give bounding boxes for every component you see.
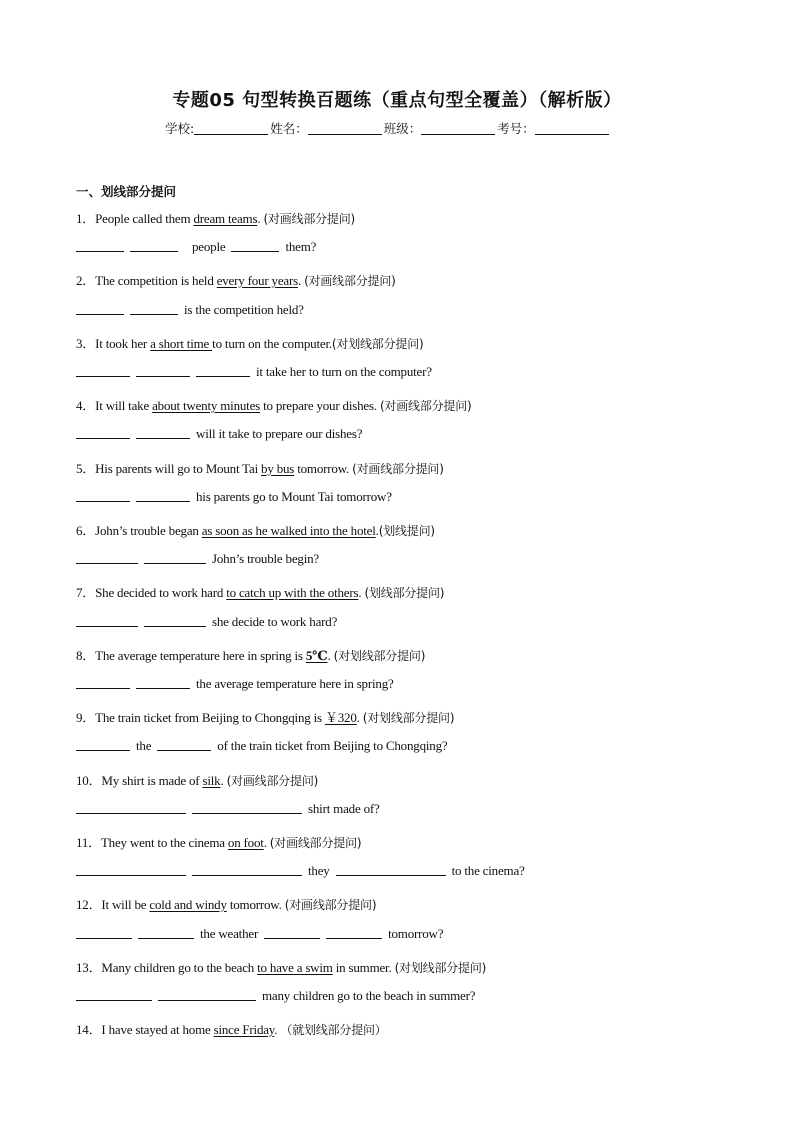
answer-blank[interactable] xyxy=(76,863,186,876)
question-number: 11． xyxy=(76,835,101,850)
instruction-note: (对画线部分提问) xyxy=(284,898,377,912)
answer-text: many children go to the beach in summer? xyxy=(262,988,476,1003)
question-text: The average temperature here in spring is xyxy=(95,648,306,663)
instruction-note: (对画线部分提问) xyxy=(304,274,396,288)
instruction-note: (对划线部分提问) xyxy=(394,961,487,975)
answer-blank[interactable] xyxy=(196,364,250,377)
answer-blank[interactable] xyxy=(231,239,279,252)
answer-blank[interactable] xyxy=(264,926,320,939)
question-text-end: . xyxy=(358,585,365,600)
answer-blank[interactable] xyxy=(144,614,206,627)
question-text-end: tomorrow. xyxy=(226,897,285,912)
question-number: 3． xyxy=(76,336,96,351)
underlined-part: a short time xyxy=(150,336,213,351)
question-text: I have stayed at home xyxy=(101,1022,214,1037)
answer-text: is the competition held? xyxy=(184,302,304,317)
answer-9 xyxy=(76,738,447,754)
answer-blank[interactable] xyxy=(76,551,138,564)
answer-11 xyxy=(76,863,525,879)
question-text: It took her xyxy=(95,336,151,351)
answer-1 xyxy=(76,239,316,255)
answer-text: will it take to prepare our dishes? xyxy=(196,426,363,441)
page-title: 专题05 句型转换百题练（重点句型全覆盖）（解析版） xyxy=(172,90,622,111)
answer-blank[interactable] xyxy=(136,364,190,377)
question-text-end: . xyxy=(356,710,363,725)
answer-text: his parents go to Mount Tai tomorrow? xyxy=(196,489,392,504)
answer-blank[interactable] xyxy=(130,302,178,315)
answer-blank[interactable] xyxy=(76,988,152,1001)
answer-blank[interactable] xyxy=(76,676,130,689)
exam-no-label: 考号： xyxy=(497,121,535,136)
underlined-part: every four years xyxy=(216,273,298,288)
answer-blank[interactable] xyxy=(76,738,130,751)
question-12 xyxy=(76,894,376,913)
underlined-part: dream teams xyxy=(193,211,258,226)
instruction-note: (对画线部分提问) xyxy=(352,462,444,476)
answer-blank[interactable] xyxy=(76,489,130,502)
question-text-end: . xyxy=(327,648,334,663)
question-text: She decided to work hard xyxy=(95,585,227,600)
question-text: John’s trouble began xyxy=(95,523,202,538)
question-1 xyxy=(76,208,355,227)
question-number: 14． xyxy=(76,1022,102,1037)
name-label: 姓名： xyxy=(270,121,308,136)
question-text-end: . xyxy=(375,523,379,538)
name-blank[interactable] xyxy=(308,122,382,135)
answer-text: the weather xyxy=(200,926,259,941)
question-number: 7． xyxy=(76,585,96,600)
section-title: 一、划线部分提问 xyxy=(76,184,177,199)
question-text-end: . xyxy=(257,211,264,226)
answer-blank[interactable] xyxy=(136,489,190,502)
underlined-part: to catch up with the others xyxy=(226,585,359,600)
instruction-note: (对画线部分提问) xyxy=(379,399,472,413)
answer-3 xyxy=(76,364,432,380)
answer-text: she decide to work hard? xyxy=(212,614,338,629)
exam-no-blank[interactable] xyxy=(535,122,609,135)
answer-text: them? xyxy=(285,239,317,254)
answer-blank[interactable] xyxy=(76,926,132,939)
question-text-end: in summer. xyxy=(332,960,395,975)
answer-7 xyxy=(76,614,337,630)
answer-blank[interactable] xyxy=(336,863,446,876)
class-blank[interactable] xyxy=(421,122,495,135)
underlined-part: ￥320 xyxy=(324,710,357,725)
answer-13 xyxy=(76,988,475,1004)
answer-text: tomorrow? xyxy=(388,926,444,941)
underlined-part: to have a swim xyxy=(257,960,333,975)
instruction-note: (对划线部分提问) xyxy=(362,711,455,725)
underlined-part: since Friday xyxy=(213,1022,275,1037)
instruction-note: (划线部分提问) xyxy=(364,586,445,600)
school-label: 学校: xyxy=(165,121,195,136)
answer-text: people xyxy=(192,239,226,254)
question-number: 9． xyxy=(76,710,96,725)
question-8 xyxy=(76,645,425,664)
underlined-part: on foot xyxy=(227,835,264,850)
answer-blank[interactable] xyxy=(138,926,194,939)
answer-blank[interactable] xyxy=(192,863,302,876)
instruction-note: (划线提问) xyxy=(378,524,435,538)
question-6 xyxy=(76,520,435,539)
answer-blank[interactable] xyxy=(144,551,206,564)
question-text: The competition is held xyxy=(95,273,217,288)
instruction-note: (对画线部分提问) xyxy=(226,774,319,788)
answer-blank[interactable] xyxy=(136,426,190,439)
answer-10 xyxy=(76,801,380,817)
answer-text: shirt made of? xyxy=(308,801,380,816)
class-label: 班级： xyxy=(383,121,422,136)
question-9 xyxy=(76,707,454,726)
instruction-note: (对划线部分提问) xyxy=(331,337,424,351)
answer-blank[interactable] xyxy=(76,614,138,627)
question-number: 6． xyxy=(76,523,96,538)
question-number: 1． xyxy=(76,211,96,226)
question-14 xyxy=(76,1019,387,1038)
question-13 xyxy=(76,957,486,976)
question-number: 10． xyxy=(76,773,102,788)
answer-12 xyxy=(76,926,443,942)
underlined-part: cold and windy xyxy=(149,897,227,912)
answer-blank[interactable] xyxy=(76,801,186,814)
question-text: My shirt is made of xyxy=(101,773,203,788)
question-text: The train ticket from Beijing to Chongqing is xyxy=(95,710,325,725)
underlined-part: by bus xyxy=(261,461,295,476)
answer-blank[interactable] xyxy=(130,239,178,252)
answer-blank[interactable] xyxy=(326,926,382,939)
question-text-end: . xyxy=(297,273,305,288)
answer-blank[interactable] xyxy=(76,364,130,377)
answer-blank[interactable] xyxy=(136,676,190,689)
instruction-note: (对划线部分提问) xyxy=(333,649,426,663)
question-text: They went to the cinema xyxy=(100,835,228,850)
question-4 xyxy=(76,395,472,414)
answer-text: they xyxy=(308,863,330,878)
answer-2 xyxy=(76,302,304,318)
answer-blank[interactable] xyxy=(76,426,130,439)
question-text-end: tomorrow. xyxy=(294,461,353,476)
question-2 xyxy=(76,270,396,289)
question-text: Many children go to the beach xyxy=(101,960,258,975)
answer-text: to the cinema? xyxy=(451,863,525,878)
answer-blank[interactable] xyxy=(192,801,302,814)
question-number: 8． xyxy=(76,648,96,663)
underlined-part: silk xyxy=(202,773,221,788)
question-text-end: . xyxy=(220,773,227,788)
question-5 xyxy=(76,458,444,477)
question-number: 5． xyxy=(76,461,96,476)
question-3 xyxy=(76,333,424,352)
answer-text: it take her to turn on the computer? xyxy=(256,364,432,379)
answer-4 xyxy=(76,426,362,442)
instruction-note: (对画线部分提问) xyxy=(269,836,362,850)
answer-text: the average temperature here in spring? xyxy=(196,676,394,691)
question-number: 4． xyxy=(76,398,96,413)
underlined-part: 5℃ xyxy=(305,648,328,663)
question-text-end: . xyxy=(263,835,270,850)
question-text: His parents will go to Mount Tai xyxy=(95,461,262,476)
answer-text: John’s trouble begin? xyxy=(212,551,320,566)
answer-text: of the train ticket from Beijing to Chongqing? xyxy=(217,738,448,753)
answer-blank[interactable] xyxy=(157,738,211,751)
question-text-end: . xyxy=(274,1022,281,1037)
answer-6 xyxy=(76,551,319,567)
question-text-end: to turn on the computer. xyxy=(212,336,332,351)
answer-blank[interactable] xyxy=(76,302,124,315)
question-10 xyxy=(76,770,318,789)
question-number: 12． xyxy=(76,897,102,912)
answer-8 xyxy=(76,676,394,692)
answer-blank[interactable] xyxy=(76,239,124,252)
question-number: 13． xyxy=(76,960,102,975)
answer-blank[interactable] xyxy=(158,988,256,1001)
school-blank[interactable] xyxy=(194,122,268,135)
question-number: 2． xyxy=(76,273,96,288)
answer-5 xyxy=(76,489,392,505)
question-text: It will be xyxy=(101,897,150,912)
question-text: It will take xyxy=(95,398,153,413)
underlined-part: as soon as he walked into the hotel xyxy=(201,523,376,538)
student-info-line xyxy=(165,119,611,137)
answer-text: the xyxy=(136,738,152,753)
question-text: People called them xyxy=(95,211,194,226)
instruction-note: (对画线部分提问) xyxy=(263,212,356,226)
question-7 xyxy=(76,582,444,601)
instruction-note: （就划线部分提问） xyxy=(280,1023,387,1037)
question-11 xyxy=(76,832,361,851)
underlined-part: about twenty minutes xyxy=(152,398,261,413)
question-text-end: to prepare your dishes. xyxy=(260,398,380,413)
